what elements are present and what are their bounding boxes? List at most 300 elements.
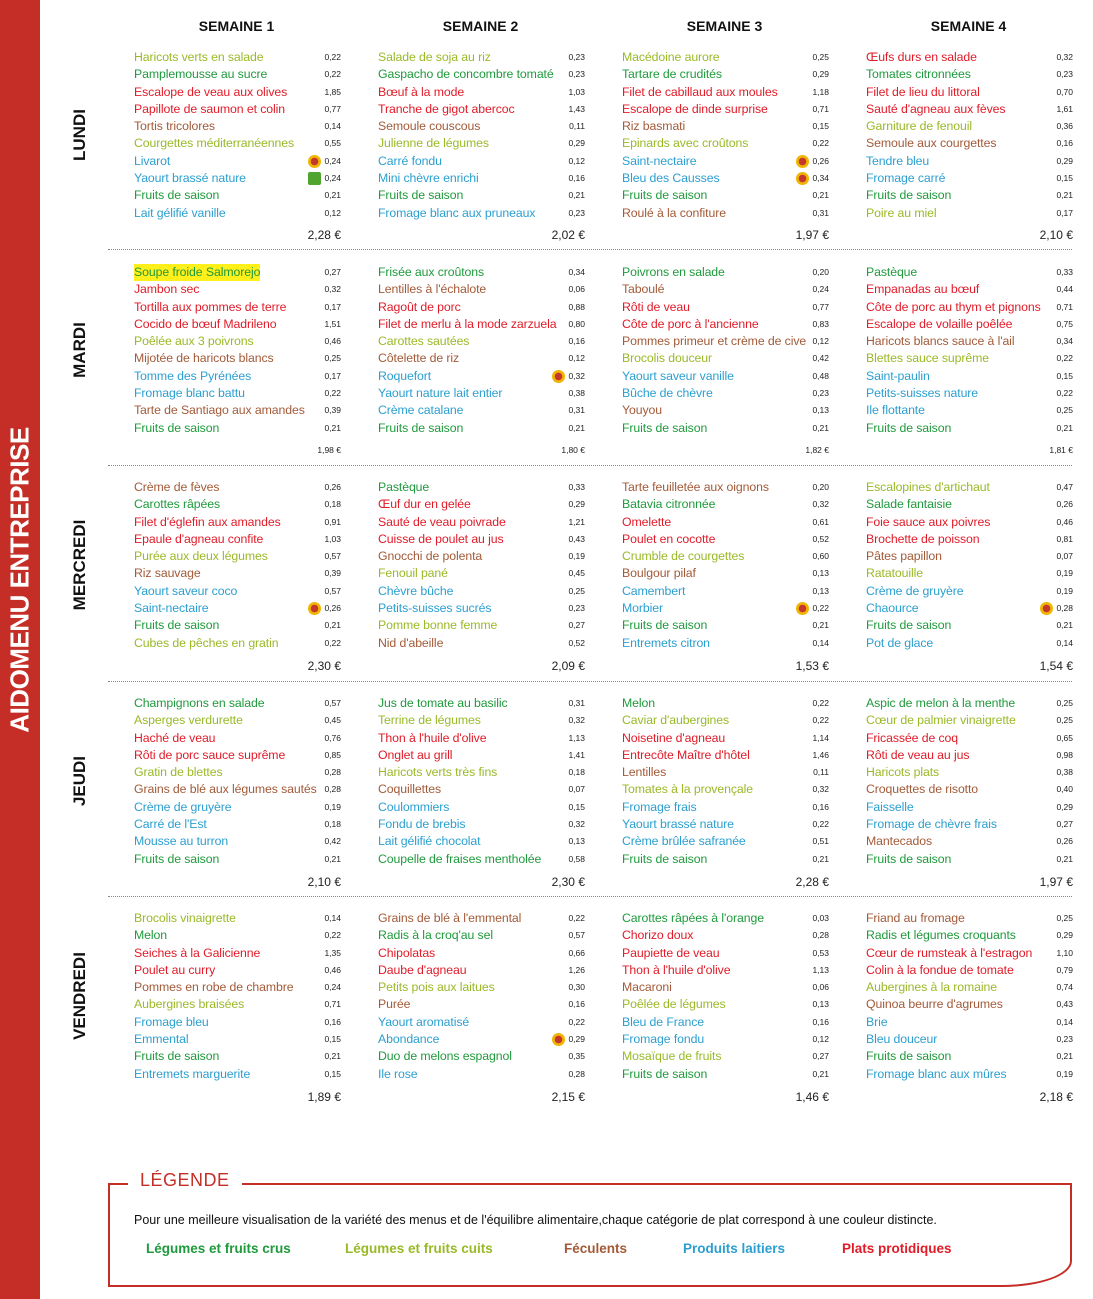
dish-price: 1,41 (568, 749, 585, 760)
menu-item (134, 118, 341, 135)
dish-price: 0,32 (568, 715, 585, 726)
menu-item (622, 1066, 829, 1083)
dish-price: 0,19 (1056, 568, 1073, 579)
dish-price: 0,61 (812, 516, 829, 527)
dish-price: 0,71 (1056, 301, 1073, 312)
dish-name: Fromage blanc battu (134, 386, 245, 401)
dish-name: Courgettes méditerranéennes (134, 136, 294, 151)
menu-item (622, 1031, 829, 1048)
dish-price: 0,21 (1056, 853, 1073, 864)
dish-price: 0,16 (1056, 138, 1073, 149)
menu-item (134, 851, 341, 868)
menu-block (866, 695, 1073, 868)
dish-name: Daube d'agneau (378, 962, 467, 977)
menu-item (378, 402, 585, 419)
dish-price: 0,19 (1056, 585, 1073, 596)
dish-name: Filet d'églefin aux amandes (134, 514, 281, 529)
dish-name: Crumble de courgettes (622, 549, 745, 564)
day-label-4: JEUDI (70, 755, 89, 807)
menu-item (134, 514, 341, 531)
menu-item (622, 420, 829, 437)
dish-price: 0,81 (1056, 533, 1073, 544)
dish-price: 0,55 (324, 138, 341, 149)
dish-price: 0,12 (812, 336, 829, 347)
dish-price: 0,25 (1056, 913, 1073, 923)
dish-name: Escalope de dinde surprise (622, 101, 768, 116)
dish-price: 0,15 (324, 1034, 341, 1045)
menu-block (378, 264, 585, 437)
dish-price: 0,53 (812, 947, 829, 958)
menu-item (378, 101, 585, 118)
dish-name: Macédoine aurore (622, 50, 720, 64)
menu-item (378, 420, 585, 437)
dish-price: 0,71 (812, 103, 829, 114)
dish-price: 0,25 (1056, 405, 1073, 416)
menu-item (378, 84, 585, 101)
menu-item (378, 66, 585, 83)
dish-name: Tomates citronnées (866, 67, 971, 82)
dish-price: 1,51 (324, 318, 341, 329)
menu-item (622, 1048, 829, 1065)
dish-name: Fromage carré (866, 171, 946, 186)
dish-price: 0,17 (324, 301, 341, 312)
day-total: 2,30 € (307, 659, 341, 673)
legend-dairy: Produits laitiers (683, 1241, 786, 1256)
day-label-5: VENDREDI (70, 952, 89, 1040)
dish-name: Filet de cabillaud aux moules (622, 84, 778, 99)
dish-price: 0,27 (568, 620, 585, 631)
dish-name: Lentilles à l'échalote (378, 282, 487, 297)
dish-name: Chorizo doux (622, 928, 694, 943)
menu-item (378, 695, 585, 712)
day-total: 2,10 € (307, 875, 341, 889)
menu-item (378, 600, 585, 617)
menu-item (622, 531, 829, 548)
dish-name: Fruits de saison (134, 618, 220, 633)
legend-proteins: Plats protidiques (842, 1241, 952, 1256)
dish-price: 1,21 (568, 516, 585, 527)
menu-item (378, 712, 585, 729)
dish-price: 0,17 (1056, 207, 1073, 218)
dish-name: Pâtes papillon (866, 549, 942, 564)
menu-item (134, 170, 341, 187)
menu-item (866, 514, 1073, 531)
dish-name: Haricots plats (866, 765, 940, 780)
menu-item (134, 66, 341, 83)
dish-price: 1,03 (324, 533, 341, 544)
dish-name: Fruits de saison (866, 420, 952, 435)
week-header-3: SEMAINE 3 (686, 18, 763, 34)
day-total: 2,30 € (551, 875, 585, 889)
menu-item (134, 1031, 341, 1048)
dish-name: Paupiette de veau (622, 945, 720, 960)
dish-price: 0,32 (568, 819, 585, 830)
dish-name: Camembert (622, 583, 686, 598)
dish-name: Jambon sec (134, 282, 200, 297)
menu-item (134, 205, 341, 222)
menu-item (866, 66, 1073, 83)
dish-price: 0,28 (324, 784, 341, 795)
menu-item (134, 1048, 341, 1065)
dish-price: 0,31 (568, 698, 585, 708)
dish-name: Filet de lieu du littoral (866, 84, 980, 99)
menu-item (866, 927, 1073, 944)
menu-item (378, 1031, 585, 1048)
menu-item (866, 833, 1073, 850)
menu-item (134, 135, 341, 152)
dish-price: 1,46 (812, 749, 829, 760)
dish-name: Blettes sauce suprême (866, 351, 989, 366)
dish-price: 0,83 (812, 318, 829, 329)
dish-price: 0,21 (812, 620, 829, 631)
dish-name: Pommes en robe de chambre (134, 980, 294, 995)
dish-price: 0,33 (1056, 267, 1073, 277)
dish-name: Escalope de volaille poêlée (866, 316, 1013, 331)
dish-name: Tomme des Pyrénées (134, 368, 252, 383)
dish-price: 0,66 (568, 947, 585, 958)
menu-item (378, 565, 585, 582)
dish-name: Gnocchi de polenta (378, 549, 483, 564)
dish-price: 0,31 (568, 405, 585, 416)
day-total: 2,15 € (551, 1090, 585, 1104)
dish-price: 0,24 (324, 155, 341, 166)
day-total: 1,98 € (317, 445, 341, 455)
dish-name: Haricots verts en salade (134, 50, 264, 64)
menu-item (622, 548, 829, 565)
menu-item (134, 910, 341, 927)
menu-item (378, 205, 585, 222)
dish-price: 0,30 (568, 982, 585, 993)
dish-price: 0,26 (324, 482, 341, 492)
dish-name: Pastèque (866, 265, 918, 279)
menu-item (866, 135, 1073, 152)
dish-price: 0,70 (1056, 86, 1073, 97)
aoc-label-icon (796, 602, 809, 615)
menu-item (134, 979, 341, 996)
dish-name: Purée (378, 997, 411, 1012)
menu-item (134, 531, 341, 548)
dish-name: Macaroni (622, 980, 672, 995)
dish-price: 0,80 (568, 318, 585, 329)
dish-price: 0,23 (812, 388, 829, 399)
dish-price: 0,34 (568, 267, 585, 277)
dish-price: 0,38 (1056, 767, 1073, 778)
dish-price: 0,23 (568, 69, 585, 80)
dish-name: Champignons en salade (134, 696, 265, 710)
menu-item (866, 264, 1073, 281)
dish-name: Brocolis douceur (622, 351, 712, 366)
dish-name: Abondance (378, 1032, 440, 1047)
dish-name: Poivrons en salade (622, 265, 725, 279)
menu-item (378, 385, 585, 402)
dish-price: 0,27 (1056, 819, 1073, 830)
dish-price: 0,29 (812, 69, 829, 80)
menu-item (134, 496, 341, 513)
legend-description: Pour une meilleure visualisation de la variété des menus et de l'équilibre alimentaire,chaque catégorie de plat correspond à une couleur distincte. (134, 1213, 937, 1227)
dish-price: 0,22 (324, 637, 341, 648)
menu-block (134, 910, 341, 1083)
menu-item (866, 635, 1073, 652)
dish-price: 1,18 (812, 86, 829, 97)
dish-price: 0,16 (568, 336, 585, 347)
menu-item (622, 600, 829, 617)
menu-item (622, 118, 829, 135)
dish-price: 0,21 (1056, 422, 1073, 433)
dish-name: Chipolatas (378, 945, 436, 960)
dish-name: Tartare de crudités (622, 67, 722, 82)
dish-name: Fromage blanc aux mûres (866, 1066, 1007, 1081)
menu-item (134, 299, 341, 316)
menu-item (866, 712, 1073, 729)
dish-name: Carottes râpées à l'orange (622, 911, 764, 925)
dish-price: 0,21 (324, 853, 341, 864)
dish-name: Crème de gruyère (134, 799, 232, 814)
dish-name: Fruits de saison (134, 420, 220, 435)
menu-item (378, 617, 585, 634)
dish-name: Semoule aux courgettes (866, 136, 997, 151)
dish-price: 0,22 (812, 603, 829, 614)
dish-name: Fruits de saison (134, 851, 220, 866)
dish-price: 0,12 (324, 207, 341, 218)
dish-name: Crème de gruyère (866, 583, 964, 598)
dish-name: Fruits de saison (622, 618, 708, 633)
dish-price: 0,18 (568, 767, 585, 778)
dish-price: 1,43 (568, 103, 585, 114)
menu-item (134, 565, 341, 582)
menu-item (622, 205, 829, 222)
dish-name: Asperges verdurette (134, 713, 243, 728)
dish-price: 0,22 (1056, 353, 1073, 364)
dish-price: 0,31 (812, 207, 829, 218)
menu-item (378, 764, 585, 781)
day-total: 1,80 € (561, 445, 585, 455)
dish-name: Radis à la croq'au sel (378, 928, 493, 943)
dish-price: 0,57 (324, 551, 341, 562)
dish-price: 0,21 (812, 1068, 829, 1079)
dish-name: Fruits de saison (866, 851, 952, 866)
dish-price: 0,27 (812, 1051, 829, 1062)
dish-name: Ratatouille (866, 566, 924, 581)
menu-item (622, 816, 829, 833)
dish-price: 0,16 (812, 801, 829, 812)
day-label-3: MERCREDI (70, 519, 89, 611)
menu-item (134, 833, 341, 850)
dish-name: Friand au fromage (866, 911, 965, 925)
dish-name: Soupe froide Salmorejo (134, 264, 260, 281)
dish-price: 0,16 (568, 999, 585, 1010)
dish-price: 0,22 (324, 52, 341, 62)
dish-price: 1,26 (568, 964, 585, 975)
dish-name: Garniture de fenouil (866, 119, 973, 134)
dish-name: Croquettes de risotto (866, 782, 979, 797)
menu-item (622, 496, 829, 513)
dish-price: 0,42 (324, 836, 341, 847)
menu-block (622, 479, 829, 652)
menu-item (866, 799, 1073, 816)
dish-name: Mijotée de haricots blancs (134, 351, 274, 366)
dish-name: Tranche de gigot abercoc (378, 101, 515, 116)
menu-item (866, 479, 1073, 496)
dish-price: 0,18 (324, 819, 341, 830)
dish-price: 0,52 (568, 637, 585, 648)
dish-price: 0,29 (568, 1034, 585, 1045)
dish-price: 0,21 (568, 422, 585, 433)
menu-item (866, 402, 1073, 419)
menu-item (378, 264, 585, 281)
dish-name: Coulommiers (378, 799, 450, 814)
menu-item (134, 764, 341, 781)
week-header-2: SEMAINE 2 (442, 18, 519, 34)
dish-price: 0,07 (1056, 551, 1073, 562)
dish-name: Yaourt nature lait entier (378, 386, 503, 401)
menu-item (134, 1014, 341, 1031)
dish-price: 0,43 (1056, 999, 1073, 1010)
menu-item (378, 153, 585, 170)
dish-price: 0,29 (1056, 155, 1073, 166)
dish-name: Fruits de saison (378, 420, 464, 435)
menu-item (866, 205, 1073, 222)
week-header-1: SEMAINE 1 (198, 18, 275, 34)
day-label-2: MARDI (70, 322, 89, 378)
dish-name: Bûche de chèvre (622, 386, 713, 401)
dish-name: Lait gélifié chocolat (378, 834, 481, 849)
menu-item (378, 548, 585, 565)
dish-name: Brochette de poisson (866, 531, 980, 546)
dish-price: 0,26 (324, 603, 341, 614)
menu-item (622, 712, 829, 729)
menu-item (866, 600, 1073, 617)
dish-price: 0,39 (324, 405, 341, 416)
menu-item (866, 1048, 1073, 1065)
dish-name: Radis et légumes croquants (866, 928, 1016, 943)
day-divider (108, 249, 1072, 250)
dish-price: 0,25 (812, 52, 829, 62)
dish-name: Omelette (622, 514, 672, 529)
dish-price: 0,25 (1056, 698, 1073, 708)
dish-price: 0,39 (324, 568, 341, 579)
day-total: 1,53 € (795, 659, 829, 673)
dish-price: 0,76 (324, 732, 341, 743)
dish-price: 0,07 (568, 784, 585, 795)
menu-block (622, 910, 829, 1083)
menu-item (866, 583, 1073, 600)
dish-name: Rôti de veau (622, 299, 690, 314)
menu-block (378, 49, 585, 222)
menu-item (866, 299, 1073, 316)
menu-item (134, 153, 341, 170)
dish-price: 1,13 (812, 964, 829, 975)
dish-name: Roulé à la confiture (622, 205, 726, 220)
dish-price: 0,75 (1056, 318, 1073, 329)
week-header-4: SEMAINE 4 (930, 18, 1007, 34)
dish-name: Ile flottante (866, 403, 925, 418)
dish-name: Colin à la fondue de tomate (866, 962, 1014, 977)
menu-item (622, 135, 829, 152)
menu-item (134, 49, 341, 66)
menu-item (866, 945, 1073, 962)
menu-item (866, 1066, 1073, 1083)
menu-item (134, 927, 341, 944)
menu-item (622, 316, 829, 333)
dish-name: Poêlée aux 3 poivrons (134, 334, 254, 349)
dish-name: Yaourt brassé nature (134, 171, 246, 186)
dish-price: 0,40 (1056, 784, 1073, 795)
dish-name: Pastèque (378, 480, 430, 494)
dish-name: Epaule d'agneau confite (134, 531, 264, 546)
dish-price: 0,14 (324, 913, 341, 923)
menu-item (866, 695, 1073, 712)
dish-price: 0,12 (812, 1034, 829, 1045)
menu-block (378, 910, 585, 1083)
day-label-1: LUNDI (70, 109, 89, 161)
legend-raw-produce: Légumes et fruits crus (146, 1241, 291, 1256)
menu-item (378, 583, 585, 600)
dish-name: Mosaïque de fruits (622, 1049, 722, 1064)
dish-price: 0,32 (324, 284, 341, 295)
menu-item (378, 979, 585, 996)
menu-item (134, 799, 341, 816)
dish-price: 0,29 (1056, 801, 1073, 812)
menu-item (622, 945, 829, 962)
dish-price: 0,98 (1056, 749, 1073, 760)
dish-price: 0,21 (812, 422, 829, 433)
dish-name: Bœuf à la mode (378, 84, 465, 99)
menu-item (134, 420, 341, 437)
legend-title: LÉGENDE (128, 1170, 242, 1191)
dish-name: Saint-nectaire (622, 153, 697, 168)
dish-name: Youyou (622, 403, 662, 418)
dish-price: 0,19 (324, 801, 341, 812)
menu-block (134, 49, 341, 222)
dish-name: Gaspacho de concombre tomaté (378, 67, 554, 82)
menu-item (378, 299, 585, 316)
menu-item (866, 851, 1073, 868)
menu-block (866, 910, 1073, 1083)
dish-name: Côtelette de riz (378, 351, 460, 366)
dish-price: 0,13 (812, 568, 829, 579)
dish-price: 0,44 (1056, 284, 1073, 295)
day-total: 2,28 € (795, 875, 829, 889)
menu-item (622, 350, 829, 367)
dish-name: Cœur de palmier vinaigrette (866, 713, 1016, 728)
menu-item (378, 316, 585, 333)
day-total: 1,82 € (805, 445, 829, 455)
dish-price: 0,79 (1056, 964, 1073, 975)
dish-price: 0,11 (569, 121, 585, 132)
menu-item (622, 583, 829, 600)
dish-name: Petits pois aux laitues (378, 980, 495, 995)
menu-block (134, 479, 341, 652)
dish-name: Petits-suisses sucrés (378, 601, 492, 616)
menu-item (866, 979, 1073, 996)
dish-name: Saint-nectaire (134, 601, 209, 616)
dish-price: 0,11 (813, 767, 829, 778)
menu-item (378, 851, 585, 868)
dish-price: 0,16 (324, 1016, 341, 1027)
dish-price: 0,51 (812, 836, 829, 847)
dish-name: Escalope de veau aux olives (134, 84, 288, 99)
menu-item (378, 350, 585, 367)
dish-price: 0,12 (568, 155, 585, 166)
dish-name: Yaourt brassé nature (622, 817, 734, 832)
dish-name: Fruits de saison (866, 188, 952, 203)
dish-name: Sauté de veau poivrade (378, 514, 506, 529)
menu-item (866, 49, 1073, 66)
dish-price: 0,14 (324, 121, 341, 132)
menu-item (622, 851, 829, 868)
dish-price: 0,21 (1056, 620, 1073, 631)
dish-price: 0,19 (568, 551, 585, 562)
